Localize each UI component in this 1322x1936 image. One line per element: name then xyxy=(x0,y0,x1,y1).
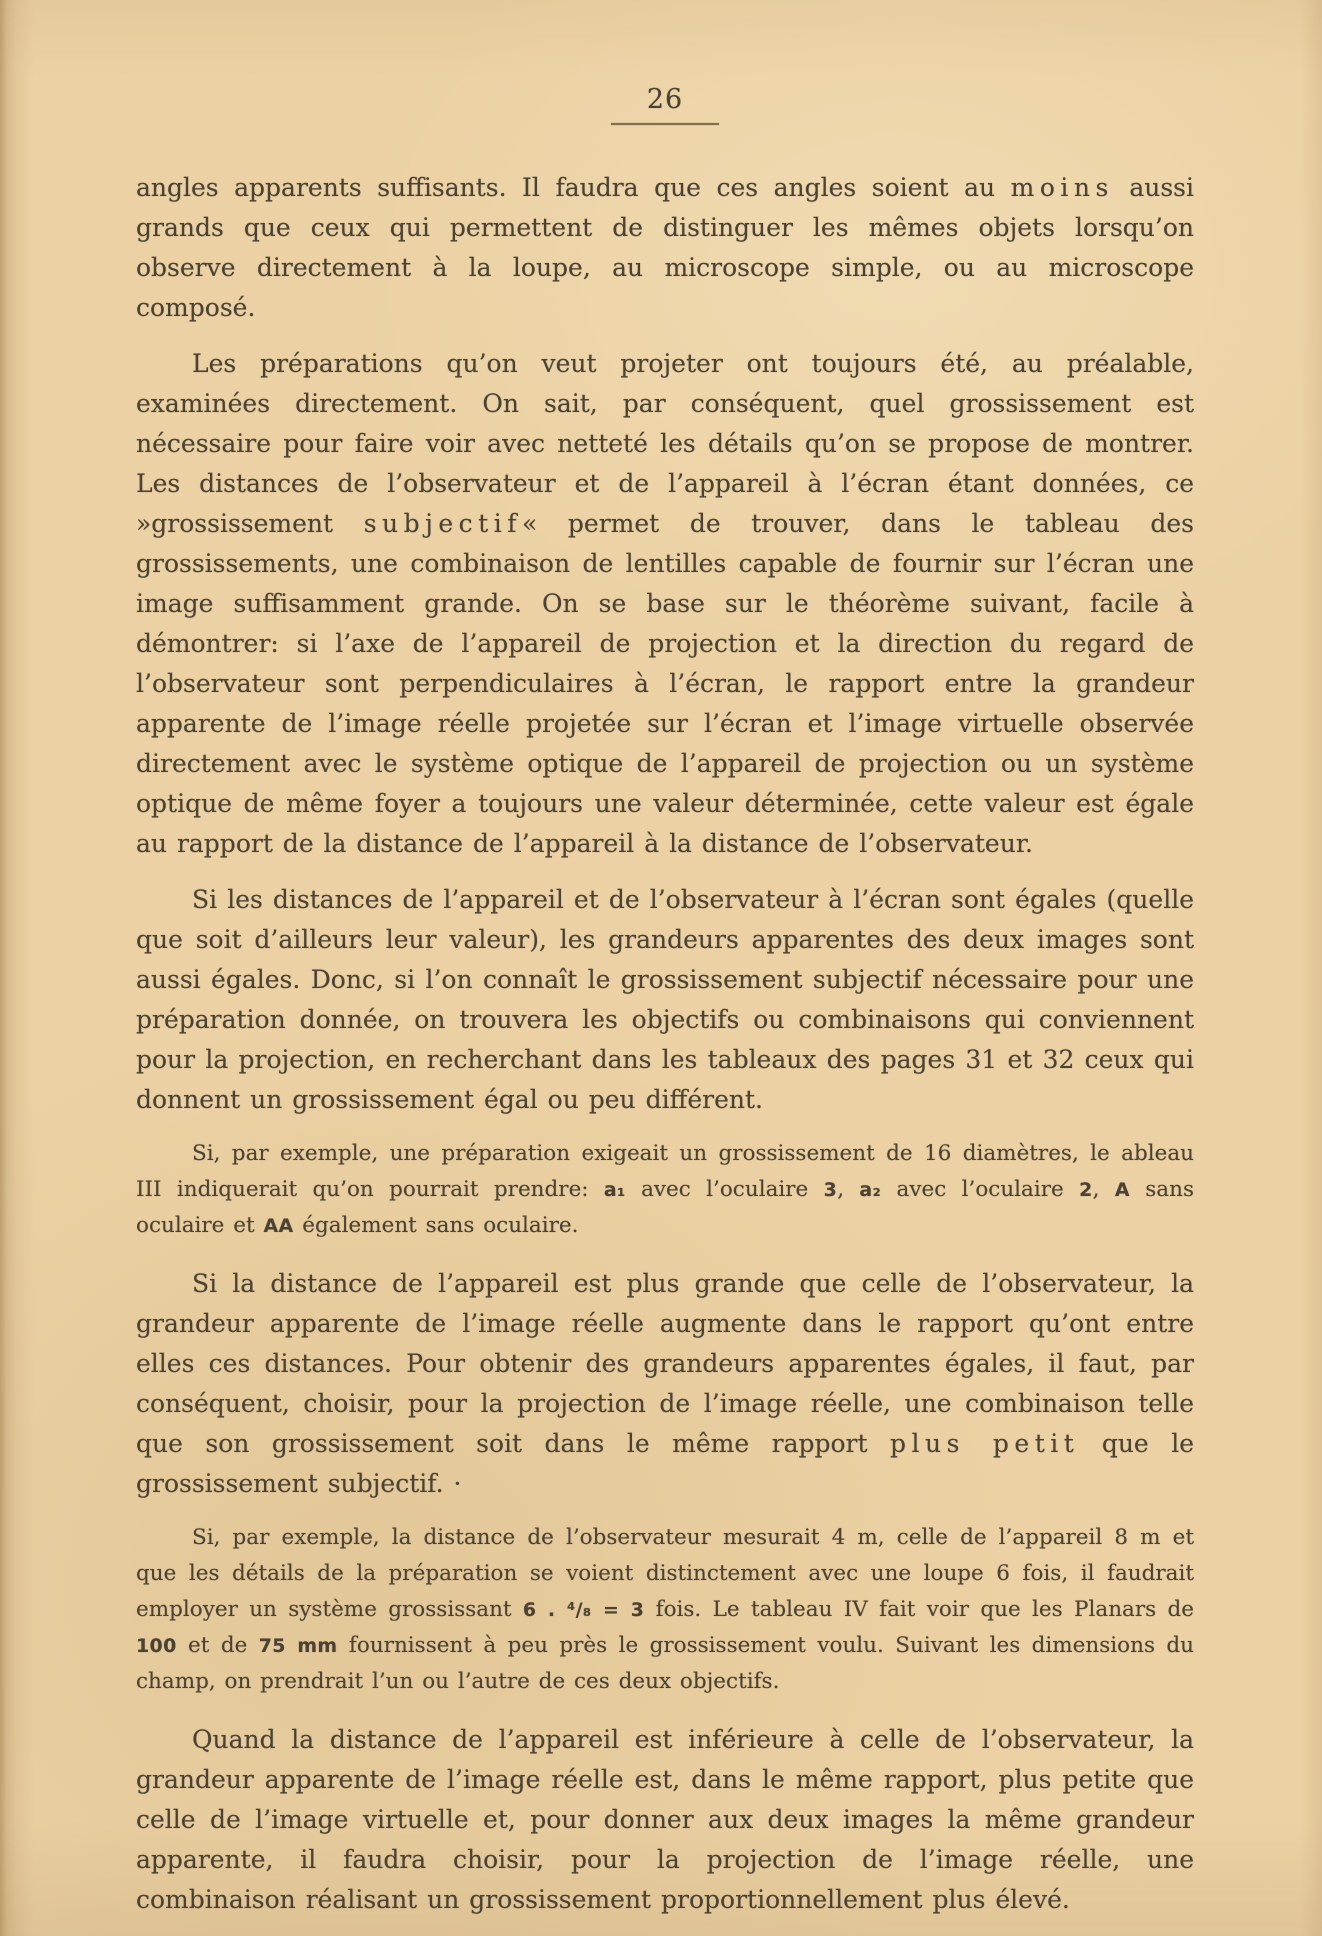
page-header xyxy=(136,86,1194,125)
paragraph-5: Si la distance de l’appareil est plus grande que celle de l’observateur, la grandeur apparente de l’image réelle augmente dans le rapport qu’ont entre elles ces distances. Pour obtenir des grandeurs apparentes égales, il faut, par conséquent, choisir, pour la projection de l’image réelle, une combinaison telle que son grossissement soit dans le même rapport plus petit que le grossissement subjectif. · xyxy=(136,1269,1194,1498)
paragraph-4-example-small: Si, par exemple, une préparation exigeait un grossissement de 16 diamètres, le ableau III indiquerait qu’on pourrait prendre: a₁ avec l’oculaire 3, a₂ avec l’oculaire 2, A sans oculaire et AA également sans oculaire. xyxy=(136,1141,1194,1238)
paragraph-3: Si les distances de l’appareil et de l’observateur à l’écran sont égales (quelle que soit d’ailleurs leur valeur), les grandeurs apparentes des deux images sont aussi égales. Donc, si l’on connaît le grossissement subjectif nécessaire pour une préparation donnée, on trouvera les objectifs ou combinaisons qui conviennent pour la projection, en recherchant dans les tableaux des pages 31 et 32 ceux qui donnent un grossissement égal ou peu différent. xyxy=(136,885,1194,1114)
page-body xyxy=(136,168,1194,1936)
paragraph-2: Les préparations qu’on veut projeter ont toujours été, au préalable, examinées directement. On sait, par conséquent, quel grossissement est nécessaire pour faire voir avec netteté les détails qu’on se propose de montrer. Les distances de l’observateur et de l’appareil à l’écran étant données, ce »grossissement subjectif« permet de trouver, dans le tableau des grossissements, une combinaison de lentilles capable de fournir sur l’écran une image suffisamment grande. On se base sur le théorème suivant, facile à démontrer: si l’axe de l’appareil de projection et la direction du regard de l’observateur sont perpendiculaires à l’écran, le rapport entre la grandeur apparente de l’image réelle projetée sur l’écran et l’image virtuelle observée directement avec le système optique de l’appareil de projection ou un système optique de même foyer a toujours une valeur déterminée, cette valeur est égale au rapport de la distance de l’appareil à la distance de l’observateur. xyxy=(136,349,1194,858)
paragraph-7: Quand la distance de l’appareil est inférieure à celle de l’observateur, la grandeur apparente de l’image réelle est, dans le même rapport, plus petite que celle de l’image virtuelle et, pour donner aux deux images la même grandeur apparente, il faudra choisir, pour la projection de l’image réelle, une combinaison réalisant un grossissement proportionnellement plus élevé. xyxy=(136,1725,1194,1914)
page-number-rule xyxy=(611,123,719,125)
page-number: 26 xyxy=(646,84,684,115)
paragraph-1: angles apparents suffisants. Il faudra que ces angles soient au moins aussi grands que ceux qui permettent de distinguer les mêmes objets lorsqu’on observe directement à la loupe, au microscope simple, ou au microscope composé. xyxy=(136,173,1195,322)
paragraph-6-example-small: Si, par exemple, la distance de l’observateur mesurait 4 m, celle de l’appareil 8 m et que les détails de la préparation se voient distinctement avec une loupe 6 fois, il faudrait employer un système grossissant 6 . ⁴/₈ = 3 fois. Le tableau IV fait voir que les Planars de 100 et de 75 mm fournissent à peu près le grossissement voulu. Suivant les dimensions du champ, on prendrait l’un ou l’autre de ces deux objectifs. xyxy=(136,1525,1195,1694)
